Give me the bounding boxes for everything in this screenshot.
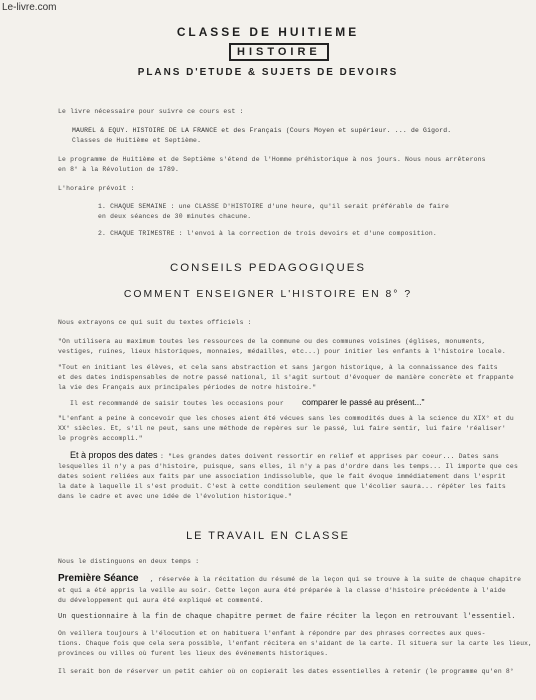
subject-title: HISTOIRE (229, 43, 329, 61)
premiere-seance-label: Première Séance (58, 573, 139, 584)
conseils-line: XX° siècles. Et, s'il ne peut, sans une méthode de repères sur le passé, lui faire sentir, lui faire 'réaliser' (58, 425, 506, 432)
intro-line: en deux séances de 30 minutes chacune. (98, 213, 252, 220)
conseils-heading: CONSEILS PEDAGOGIQUES (169, 262, 367, 274)
travail-intro: Nous le distinguons en deux temps : (58, 558, 200, 565)
travail-heading: LE TRAVAIL EN CLASSE (186, 530, 350, 542)
travail-line: du développement qui aura été expliqué et commenté. (58, 597, 264, 604)
conseils-subheading: COMMENT ENSEIGNER L'HISTOIRE EN 8° ? (123, 289, 413, 300)
class-title: CLASSE DE HUITIEME (176, 25, 360, 39)
conseils-line: le progrès accompli." (58, 435, 143, 442)
intro-line: Le livre nécessaire pour suivre ce cours est : (58, 108, 244, 115)
compare-phrase: comparer le passé au présent..." (302, 397, 425, 407)
conseils-line: Nous extrayons ce qui suit du textes officiels : (58, 319, 252, 326)
travail-line: Il serait bon de réserver un petit cahier où on copierait les dates essentielles à retenir (le programme qu'en 8° (58, 668, 514, 675)
conseils-line: : "Les grandes dates doivent ressortir en relief et apprises par coeur... Dates sans (160, 453, 499, 460)
plans-subtitle: PLANS D'ETUDE & SUJETS DE DEVOIRS (137, 67, 399, 78)
conseils-line: la vie des Français aux principales périodes de notre histoire." (58, 384, 317, 391)
intro-line: Classes de Huitième et Septième. (72, 137, 202, 144)
intro-line: 2. CHAQUE TRIMESTRE : l'envoi à la correction de trois devoirs et d'une composition. (98, 230, 437, 237)
conseils-line: dates soient reliées aux faits par une association indissoluble, que le fait évoque immédiatement dans l'esprit (58, 473, 506, 480)
travail-line: tions. Chaque fois que cela sera possible, l'enfant récitera en s'aidant de la carte. Il situera sur la carte les lieux, (58, 640, 533, 647)
intro-line: en 8° à la Révolution de 1789. (58, 166, 180, 173)
travail-line: provinces ou villes où furent les lieux des événements historiques. (58, 650, 329, 657)
conseils-line: la date à laquelle il s'est produit. C'est à cette condition seulement que l'écolier saura... répéter les faits (58, 483, 506, 490)
travail-line: , réservée à la récitation du résumé de la leçon qui se trouve à la suite de chaque chapitre (150, 576, 522, 583)
conseils-line: "On utilisera au maximum toutes les ressources de la commune ou des communes voisines (églises, monuments, (58, 338, 486, 345)
travail-line: et qui a été appris la veille au soir. Cette leçon aura été préparée à la classe d'histoire précédente à l'aide (58, 587, 506, 594)
watermark: Le-livre.com (2, 2, 57, 13)
intro-line: MAUREL & EQUY. HISTOIRE DE LA FRANCE et des Français (Cours Moyen et supérieur. ... de Gigord. (72, 127, 452, 134)
travail-line: Un questionnaire à la fin de chaque chapitre permet de faire réciter la leçon en retrouvant l'essentiel. (58, 613, 516, 621)
travail-line: On veillera toujours à l'élocution et on habituera l'enfant à répondre par des phrases correctes aux ques- (58, 630, 486, 637)
conseils-line: et des dates indispensables de notre passé national, il s'agit surtout d'évoquer de manière concrète et frappante (58, 374, 514, 381)
intro-line: L'horaire prévoit : (58, 185, 135, 192)
conseils-line: dans le cadre et avec une idée de l'évolution historique." (58, 493, 293, 500)
conseils-line: "Tout en initiant les élèves, et cela sans abstraction et sans jargon historique, à la connaissance des faits (58, 364, 498, 371)
dates-label: Et à propos des dates (70, 450, 158, 460)
conseils-line: "L'enfant a peine à concevoir que les choses aient été vécues sans les commodités dues à la science du XIX° et du (58, 415, 514, 422)
intro-line: Le programme de Huitième et de Septième s'étend de l'Homme préhistorique à nos jours. Nous nous arrêterons (58, 156, 486, 163)
conseils-line: vestiges, ruines, lieux historiques, monnaies, médailles, etc...) pour initier les enfants à l'histoire locale. (58, 348, 506, 355)
intro-line: 1. CHAQUE SEMAINE : une CLASSE D'HISTOIRE d'une heure, qu'il serait préférable de faire (98, 203, 450, 210)
conseils-line: Il est recommandé de saisir toutes les occasions pour (70, 400, 284, 407)
conseils-line: lesquelles il n'y a pas d'histoire, puisque, sans elles, il n'y a pas d'ordre dans les temps... Il importe que ces (58, 463, 518, 470)
